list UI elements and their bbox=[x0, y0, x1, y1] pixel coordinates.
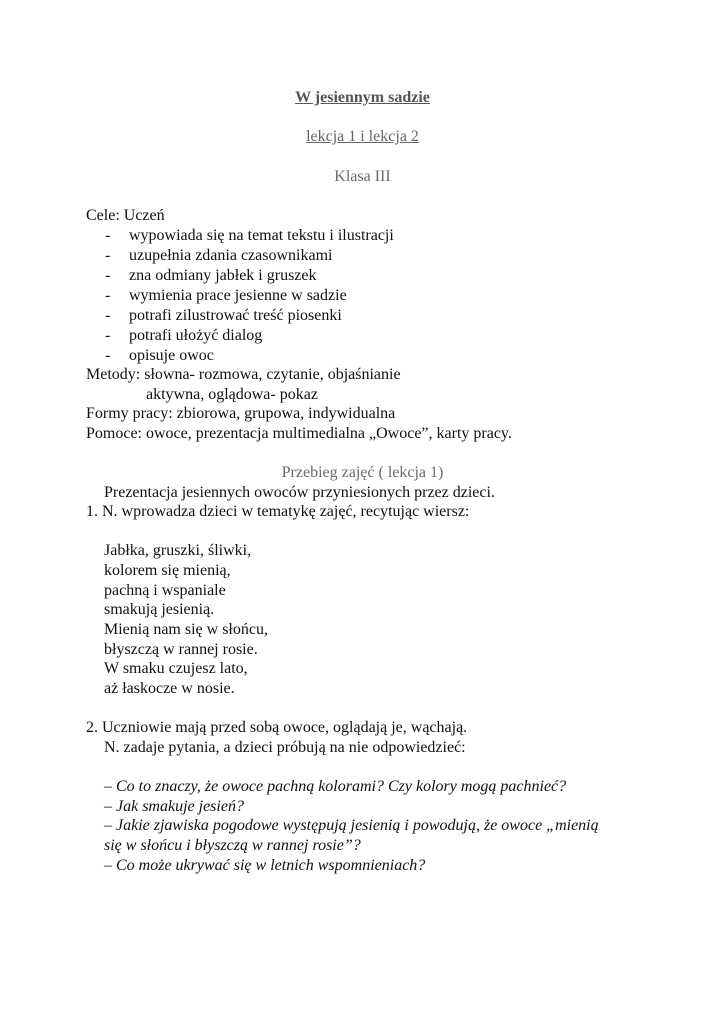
teaching-aids: Pomoce: owoce, prezentacja multimedialna „Owoce”, karty pracy. bbox=[86, 425, 512, 442]
document-title: W jesiennym sadzie bbox=[295, 89, 430, 106]
question-item: – Co może ukrywać się w letnich wspomnieniach? bbox=[104, 857, 426, 874]
methods-line-continued: aktywna, oglądowa- pokaz bbox=[146, 386, 318, 403]
poem-line: smakują jesienią. bbox=[104, 601, 215, 618]
poem-line: kolorem się mienią, bbox=[104, 562, 231, 579]
goals-heading: Cele: Uczeń bbox=[86, 207, 165, 224]
step-2: 2. Uczniowie mają przed sobą owoce, oglądają je, wąchają. bbox=[86, 719, 468, 736]
step-1: 1. N. wprowadza dzieci w tematykę zajęć, recytując wiersz: bbox=[86, 503, 470, 520]
lessons-subtitle: lekcja 1 i lekcja 2 bbox=[306, 128, 419, 145]
poem-line: W smaku czujesz lato, bbox=[104, 660, 248, 677]
intro-text: Prezentacja jesiennych owoców przyniesionych przez dzieci. bbox=[104, 484, 495, 501]
methods-line: Metody: słowna- rozmowa, czytanie, objaśnianie bbox=[86, 366, 401, 383]
poem-line: aż łaskocze w nosie. bbox=[104, 680, 235, 697]
poem-line: błyszczą w rannej rosie. bbox=[104, 641, 258, 658]
question-item: – Jak smakuje jesień? bbox=[104, 798, 244, 815]
class-label: Klasa III bbox=[334, 168, 391, 185]
question-item-continued: się w słońcu i błyszczą w rannej rosie”? bbox=[104, 837, 361, 854]
poem-line: pachną i wspaniale bbox=[104, 582, 226, 599]
poem-line: Jabłka, gruszki, śliwki, bbox=[104, 542, 252, 559]
work-forms: Formy pracy: zbiorowa, grupowa, indywidualna bbox=[86, 405, 396, 422]
poem-line: Mienią nam się w słońcu, bbox=[104, 621, 268, 638]
question-item: – Jakie zjawiska pogodowe występują jesienią i powodują, że owoce „mienią bbox=[104, 817, 599, 834]
step-2-continued: N. zadaje pytania, a dzieci próbują na nie odpowiedzieć: bbox=[104, 739, 466, 756]
course-heading: Przebieg zajęć ( lekcja 1) bbox=[281, 464, 444, 481]
question-item: – Co to znaczy, że owoce pachną kolorami? Czy kolory mogą pachnieć? bbox=[104, 778, 567, 795]
